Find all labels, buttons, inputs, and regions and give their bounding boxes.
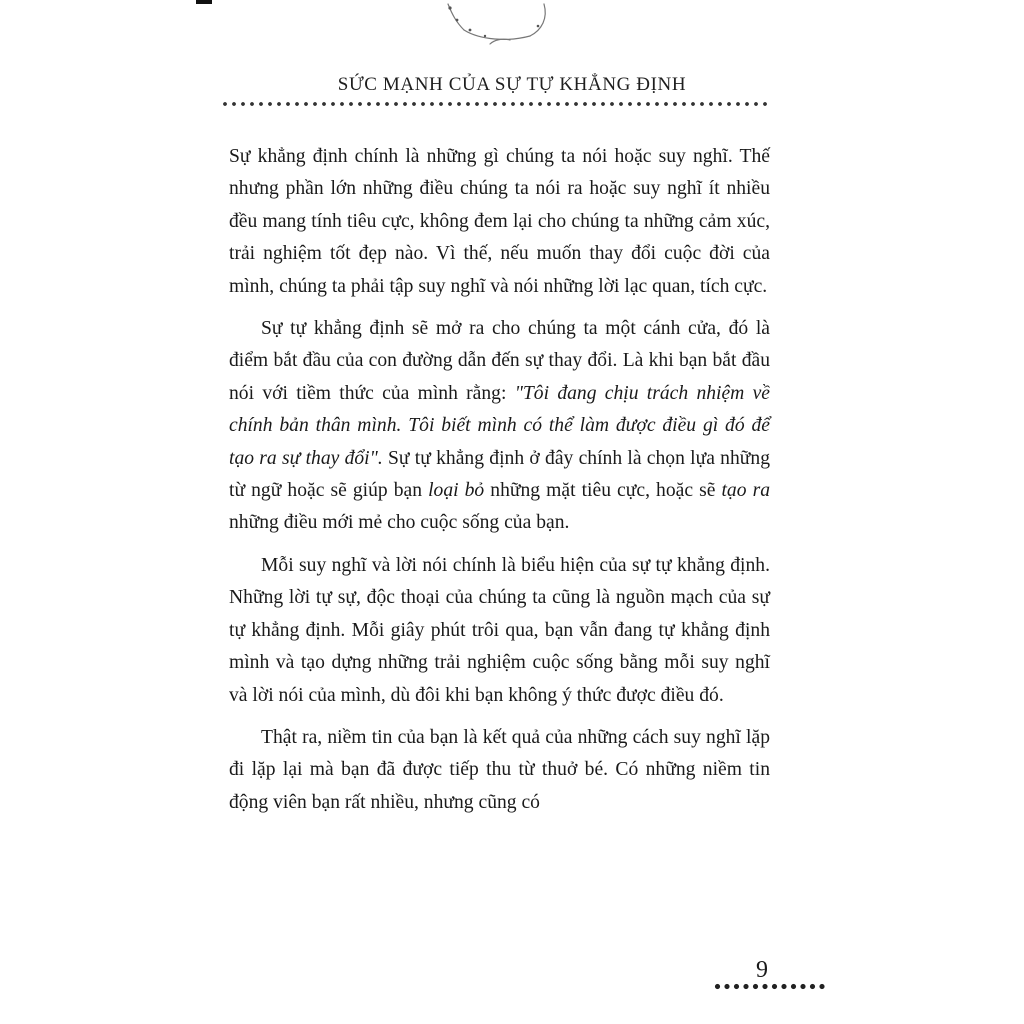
- body-text: [229, 141, 770, 829]
- page-number: 9: [756, 957, 768, 983]
- paragraph-2-quote: "Tôi đang chịu trách nhiệm về chính bản thân mình. Tôi biết mình có thể làm được điều gì đó để tạo ra sự thay đổi".: [229, 382, 770, 469]
- paragraph-2: [229, 313, 770, 540]
- top-ornament: [430, 0, 560, 50]
- paragraph-3: Mỗi suy nghĩ và lời nói chính là biểu hiện của sự tự khẳng định. Những lời tự sự, độc thoại của chúng ta cũng là nguồn mạch của sự tự khẳng định. Mỗi giây phút trôi qua, bạn vẫn đang tự khẳng định mình và tạo dựng những trải nghiệm cuộc sống bằng mỗi suy nghĩ và lời nói của mình, dù đôi khi bạn không ý thức được điều đó.: [229, 554, 770, 706]
- paragraph-4: Thật ra, niềm tin của bạn là kết quả của những cách suy nghĩ lặp đi lặp lại mà bạn đã được tiếp thu từ thuở bé. Có những niềm tin động viên bạn rất nhiều, nhưng cũng có: [229, 726, 770, 813]
- paragraph-2-emphasis-1: loại bỏ: [428, 480, 485, 502]
- paragraph-2-text-b: Sự tự khẳng định ở đây chính là chọn lựa những từ ngữ hoặc sẽ giúp bạn: [229, 447, 770, 502]
- footer-dotted-rule: [714, 983, 828, 990]
- corner-mark: [196, 0, 212, 4]
- header-dotted-rule: [222, 101, 772, 107]
- paragraph-1: Sự khẳng định chính là những gì chúng ta nói hoặc suy nghĩ. Thế nhưng phần lớn những điều chúng ta nói ra hoặc suy nghĩ ít nhiều đều mang tính tiêu cực, không đem lại cho chúng ta những cảm xúc, trải nghiệm tốt đẹp nào. Vì thế, nếu muốn thay đổi cuộc đời của mình, chúng ta phải tập suy nghĩ và nói những lời lạc quan, tích cực.: [229, 146, 770, 297]
- paragraph-2-emphasis-2: tạo ra: [721, 480, 770, 502]
- paragraph-2-text-a: Sự tự khẳng định sẽ mở ra cho chúng ta một cánh cửa, đó là điểm bắt đầu của con đường dẫn đến sự thay đổi. Là khi bạn bắt đầu nói với tiềm thức của mình rằng:: [229, 318, 770, 404]
- running-header: SỨC MẠNH CỦA SỰ TỰ KHẲNG ĐỊNH: [337, 74, 687, 95]
- paragraph-2-text-d: những điều mới mẻ cho cuộc sống của bạn.: [229, 512, 570, 534]
- paragraph-2-text-c: những mặt tiêu cực, hoặc sẽ: [484, 480, 722, 502]
